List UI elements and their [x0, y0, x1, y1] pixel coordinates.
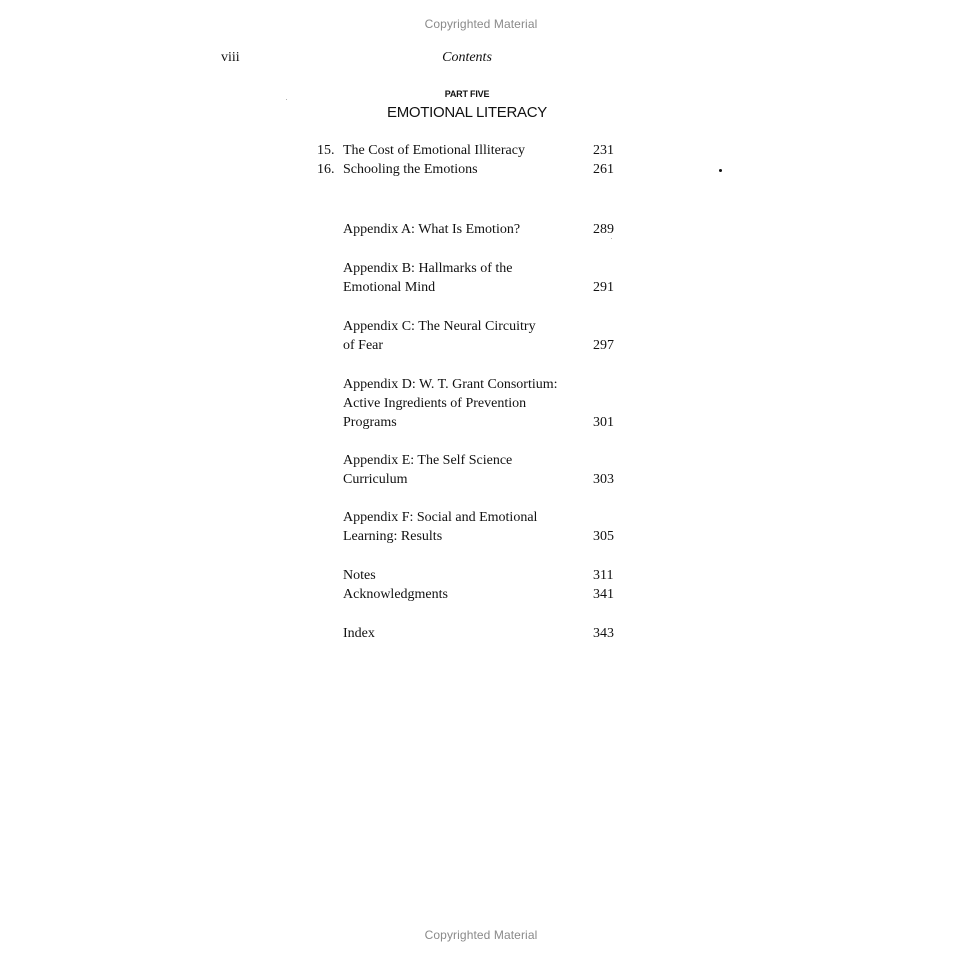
page-ref: 289	[593, 222, 614, 237]
toc-entry-appendix-b-line-1	[0, 259, 962, 278]
entry-title: Appendix B: Hallmarks of the	[343, 261, 513, 276]
entry-title: Curriculum	[343, 472, 408, 487]
entry-title: Appendix F: Social and Emotional	[343, 510, 538, 525]
chapter-title: The Cost of Emotional Illiteracy	[343, 143, 525, 158]
chapter-number: 16.	[317, 162, 335, 177]
entry-title: Learning: Results	[343, 529, 443, 544]
toc-entry-notes	[0, 566, 962, 585]
part-title: EMOTIONAL LITERACY	[387, 104, 547, 121]
entry-title: Appendix C: The Neural Circuitry	[343, 319, 536, 334]
toc-entry-appendix-c-line-1	[0, 317, 962, 336]
entry-title: Appendix D: W. T. Grant Consortium:	[343, 377, 558, 392]
scan-speck	[719, 169, 722, 172]
entry-title: Index	[343, 626, 375, 641]
chapter-number: 15.	[317, 143, 335, 158]
toc-entry-acknowledgments	[0, 585, 962, 604]
page-ref: 291	[593, 280, 614, 295]
entry-title: Appendix A: What Is Emotion?	[343, 222, 521, 237]
page-ref: 341	[593, 587, 614, 602]
toc-entry-appendix-b-line-2	[0, 278, 962, 297]
page-ref: 231	[593, 143, 614, 158]
toc-entry-chapter-15	[0, 141, 962, 160]
entry-title: Programs	[343, 415, 397, 430]
toc-entry-appendix-d-line-3	[0, 413, 962, 432]
toc-entry-chapter-16	[0, 160, 962, 179]
toc-entry-appendix-d-line-2	[0, 394, 962, 413]
page-ref: 305	[593, 529, 614, 544]
copyright-watermark-top: Copyrighted Material	[424, 17, 538, 31]
page-ref: 311	[593, 568, 614, 583]
toc-entry-appendix-e-line-1	[0, 451, 962, 470]
toc-entry-appendix-e-line-2	[0, 470, 962, 489]
page-ref: 343	[593, 626, 614, 641]
page-number: viii	[221, 50, 240, 65]
entry-title: Emotional Mind	[343, 280, 436, 295]
toc-entry-appendix-f-line-1	[0, 508, 962, 527]
page-ref: 303	[593, 472, 614, 487]
toc-entry-index	[0, 624, 962, 643]
toc-entry-appendix-c-line-2	[0, 336, 962, 355]
toc-entry-appendix-a	[0, 220, 962, 239]
entry-title: of Fear	[343, 338, 384, 353]
entry-title: Active Ingredients of Prevention	[343, 396, 527, 411]
entry-title: Acknowledgments	[343, 587, 448, 602]
toc-entry-appendix-f-line-2	[0, 527, 962, 546]
copyright-watermark-bottom: Copyrighted Material	[424, 928, 538, 942]
running-head: Contents	[442, 50, 492, 65]
scan-speck	[286, 99, 287, 100]
chapter-title: Schooling the Emotions	[343, 162, 478, 177]
scan-speck	[611, 238, 612, 239]
part-label: PART FIVE	[444, 89, 490, 99]
page-ref: 297	[593, 338, 614, 353]
page-ref: 301	[593, 415, 614, 430]
page-ref: 261	[593, 162, 614, 177]
entry-title: Appendix E: The Self Science	[343, 453, 513, 468]
toc-entry-appendix-d-line-1	[0, 375, 962, 394]
entry-title: Notes	[343, 568, 376, 583]
